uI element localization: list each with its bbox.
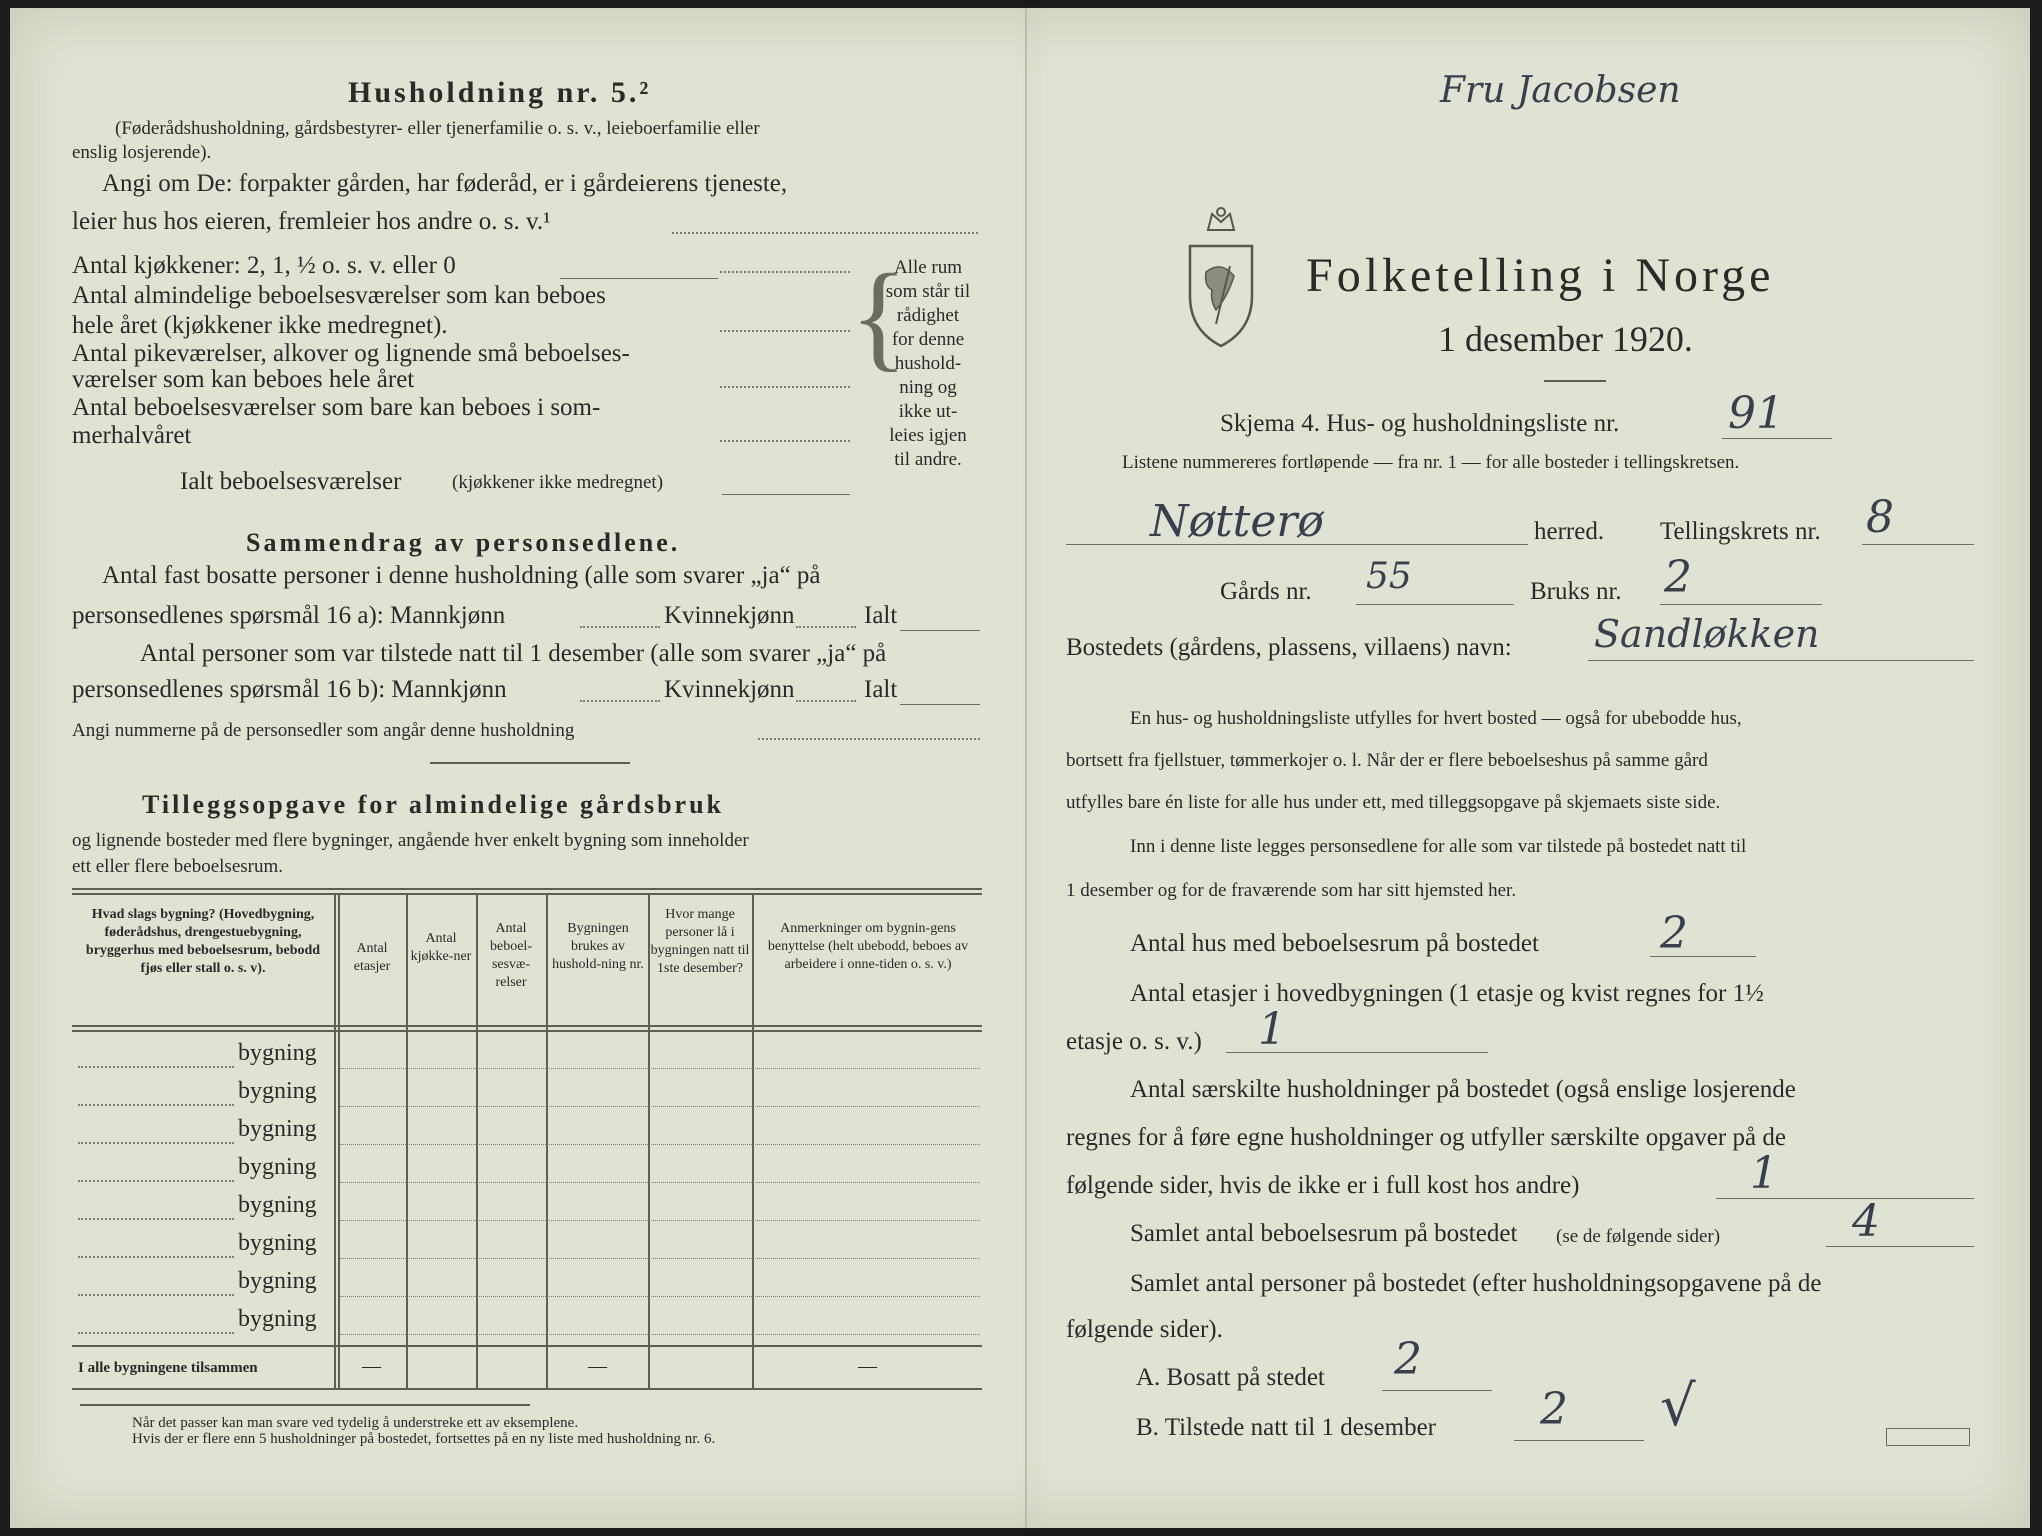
- summary-line-1: Antal fast bosatte personer i denne husholdning (alle som svarer „ja“ på: [102, 562, 821, 589]
- building-type-field[interactable]: [78, 1104, 234, 1106]
- gards-label: Gårds nr.: [1220, 578, 1312, 605]
- list-number-value: 91: [1728, 388, 1784, 439]
- resident-total-field[interactable]: [900, 630, 980, 631]
- table-header-rooms: Antal beboel-sesvæ-relser: [490, 921, 532, 990]
- building-row-label: bygning: [238, 1154, 317, 1180]
- present-male-field[interactable]: [580, 700, 660, 702]
- census-date: 1 desember 1920.: [1438, 319, 1693, 359]
- resident-male-field[interactable]: [580, 626, 660, 628]
- table-body-rule: [72, 1345, 982, 1347]
- maid-rooms-answer[interactable]: [720, 386, 850, 388]
- houses-value: 2: [1660, 908, 1688, 959]
- resident-label: A. Bosatt på stedet: [1136, 1364, 1325, 1391]
- maid-rooms-label-2: værelser som kan beboes hele året: [72, 366, 415, 393]
- instruction-4: Inn i denne liste legges personsedlene for alle som var tilstede på bostedet natt til: [1130, 836, 1747, 857]
- numbers-label: Angi nummerne på de personsedler som angår denne husholdning: [72, 720, 575, 741]
- persons-label-1: Samlet antal personer på bostedet (efter husholdningsopgavene på de: [1130, 1270, 1822, 1297]
- herred-label: herred.: [1534, 518, 1605, 545]
- building-type-field[interactable]: [78, 1066, 234, 1068]
- present-female-label: Kvinnekjønn: [664, 676, 795, 703]
- summer-rooms-answer[interactable]: [720, 440, 850, 442]
- households-label-2: regnes for å føre egne husholdninger og utfyller særskilte opgaver på de: [1066, 1124, 1786, 1151]
- building-row-cells[interactable]: [340, 1068, 980, 1069]
- table-top-rule: [72, 888, 982, 890]
- building-row-cells[interactable]: [340, 1144, 980, 1145]
- building-row-cells[interactable]: [340, 1296, 980, 1297]
- tellingskrets-field[interactable]: [1862, 544, 1974, 545]
- instruction-2: bortsett fra fjellstuer, tømmerkojer o. l. Når der er flere beboelseshus på samme gård: [1066, 750, 1708, 771]
- col-divider-4: [546, 893, 548, 1388]
- census-form-sheet: [10, 8, 2030, 1528]
- present-total-label: Ialt: [864, 676, 898, 703]
- building-type-field[interactable]: [78, 1332, 234, 1334]
- building-row-label: bygning: [238, 1230, 317, 1256]
- bruks-value: 2: [1664, 552, 1692, 603]
- building-row-label: bygning: [238, 1078, 317, 1104]
- ordinary-rooms-answer[interactable]: [720, 330, 850, 332]
- angi-line-1: Angi om De: forpakter gården, har føderåd, er i gårdeierens tjeneste,: [102, 170, 788, 197]
- households-label-3: følgende sider, hvis de ikke er i full kost hos andre): [1066, 1172, 1580, 1199]
- present-total-field[interactable]: [900, 704, 980, 705]
- building-row-label: bygning: [238, 1192, 317, 1218]
- angi-line-2: leier hus hos eieren, fremleier hos andre o. s. v.¹: [72, 208, 551, 235]
- table-header-kitchens: Antal kjøkke-ner: [410, 931, 472, 964]
- herred-value: Nøtterø: [1150, 496, 1324, 547]
- table-header-persons: Hvor mange personer lå i bygningen natt til 1ste desember?: [650, 907, 750, 976]
- total-rooms-place-label: Samlet antal beboelsesrum på bostedet: [1130, 1220, 1518, 1247]
- maid-rooms-label-1: Antal pikeværelser, alkover og lignende små beboelses-: [72, 340, 630, 367]
- ordinary-rooms-label-2: hele året (kjøkkener ikke medregnet).: [72, 312, 448, 339]
- resident-field[interactable]: [1382, 1390, 1492, 1391]
- building-row-label: bygning: [238, 1306, 317, 1332]
- side-note: Alle rum som står til rådighet for denne hushold- ning og ikke ut- leies igjen til andre.: [885, 257, 971, 470]
- intro-line-2: enslig losjerende).: [72, 142, 212, 163]
- page-fold: [1025, 8, 1027, 1528]
- present-female-field[interactable]: [796, 700, 856, 702]
- coat-of-arms-icon: [1186, 206, 1256, 352]
- floors-label-2: etasje o. s. v.): [1066, 1028, 1202, 1055]
- total-rooms-label: Ialt beboelsesværelser: [180, 468, 402, 495]
- building-row-cells[interactable]: [340, 1334, 980, 1335]
- supplement-line-1: og lignende bosteder med flere bygninger, angående hver enkelt bygning som inneholder: [72, 830, 749, 851]
- building-row-cells[interactable]: [340, 1182, 980, 1183]
- summer-rooms-label-1: Antal beboelsesværelser som bare kan beboes i som-: [72, 394, 601, 421]
- footnote-rule: [80, 1404, 530, 1406]
- summary-title: Sammendrag av personsedlene.: [246, 528, 681, 557]
- kitchens-label: Antal kjøkkener: 2, 1, ½ o. s. v. eller 0: [72, 252, 456, 279]
- present-field[interactable]: [1514, 1440, 1644, 1441]
- total-rooms-place-note: (se de følgende sider): [1556, 1226, 1721, 1247]
- supplement-title: Tilleggsopgave for almindelige gårdsbruk: [142, 790, 725, 819]
- total-rooms-place-value: 4: [1852, 1196, 1880, 1247]
- resident-value: 2: [1394, 1334, 1422, 1385]
- present-value: 2: [1540, 1384, 1568, 1435]
- table-header-building: Hvad slags bygning? (Hovedbygning, føderådshus, drengestuebygning, bryggerhus med beboelsesrum, bebodd fjøs eller stall o. s. v).: [85, 907, 321, 976]
- resident-total-label: Ialt: [864, 602, 898, 629]
- kitchens-field[interactable]: [560, 278, 718, 279]
- household-title: Husholdning nr. 5.²: [348, 76, 652, 109]
- col-divider-2: [406, 893, 408, 1388]
- building-type-field[interactable]: [78, 1294, 234, 1296]
- households-value: 1: [1750, 1148, 1778, 1199]
- summary-line-3: Antal personer som var tilstede natt til 1 desember (alle som svarer „ja“ på: [140, 640, 887, 667]
- numbers-field[interactable]: [758, 738, 980, 740]
- gards-value: 55: [1366, 556, 1412, 597]
- handwritten-name: Fru Jacobsen: [1440, 70, 1681, 111]
- houses-label: Antal hus med beboelsesrum på bostedet: [1130, 930, 1539, 957]
- bruks-field[interactable]: [1660, 604, 1822, 605]
- total-remarks-dash: —: [858, 1356, 877, 1377]
- persons-label-2: følgende sider).: [1066, 1316, 1223, 1343]
- building-type-field[interactable]: [78, 1142, 234, 1144]
- building-type-field[interactable]: [78, 1218, 234, 1220]
- resident-female-field[interactable]: [796, 626, 856, 628]
- table-header-rule-2: [72, 1030, 982, 1032]
- printer-stamp: [1886, 1428, 1970, 1446]
- present-label: B. Tilstede natt til 1 desember: [1136, 1414, 1436, 1441]
- table-bottom-rule: [72, 1388, 982, 1390]
- table-top-rule-2: [72, 893, 982, 895]
- building-type-field[interactable]: [78, 1256, 234, 1258]
- building-row-cells[interactable]: [340, 1106, 980, 1107]
- col-divider-6: [752, 893, 754, 1388]
- building-row-cells[interactable]: [340, 1258, 980, 1259]
- floors-value: 1: [1258, 1004, 1286, 1055]
- households-label-1: Antal særskilte husholdninger på bostedet (også enslige losjerende: [1130, 1076, 1796, 1103]
- table-header-household: Bygningen brukes av hushold-ning nr.: [552, 921, 644, 972]
- ordinary-rooms-label-1: Antal almindelige beboelsesværelser som kan beboes: [72, 282, 606, 309]
- title-rule: [1544, 380, 1606, 382]
- footnote-1: Når det passer kan man svare ved tydelig å understreke ett av eksemplene.: [132, 1415, 579, 1431]
- total-floors-dash: —: [362, 1356, 381, 1377]
- resident-female-label: Kvinnekjønn: [664, 602, 795, 629]
- footnote-2: Hvis der er flere enn 5 husholdninger på bostedet, fortsettes på en ny liste med husholdning nr. 6.: [132, 1431, 716, 1447]
- bosted-field[interactable]: [1588, 660, 1974, 661]
- instruction-5: 1 desember og for de fraværende som har sitt hjemsted her.: [1066, 880, 1517, 901]
- summary-line-2: personsedlenes spørsmål 16 a): Mannkjønn: [72, 602, 506, 629]
- table-header-remarks: Anmerkninger om bygnin-gens benyttelse (helt ubebodd, beboes av arbeidere i onne-tiden o. s. v.): [767, 921, 969, 972]
- tellingskrets-value: 8: [1866, 492, 1894, 543]
- table-header-rule: [72, 1025, 982, 1027]
- building-row-label: bygning: [238, 1268, 317, 1294]
- total-household-dash: —: [588, 1356, 607, 1377]
- check-mark: √: [1660, 1374, 1696, 1439]
- building-row-label: bygning: [238, 1040, 317, 1066]
- instruction-3: utfylles bare én liste for alle hus under ett, med tilleggsopgave på skjemaets siste side.: [1066, 792, 1721, 813]
- supplement-line-2: ett eller flere beboelsesrum.: [72, 856, 284, 877]
- building-type-field[interactable]: [78, 1180, 234, 1182]
- angi-answer-line[interactable]: [672, 232, 978, 234]
- bosted-value: Sandløkken: [1594, 612, 1820, 656]
- brace-icon: {: [850, 249, 908, 382]
- numbering-note: Listene nummereres fortløpende — fra nr. 1 — for alle bosteder i tellingskretsen.: [1122, 452, 1740, 473]
- main-title: Folketelling i Norge: [1306, 249, 1775, 302]
- schema-label: Skjema 4. Hus- og husholdningsliste nr.: [1220, 410, 1620, 437]
- total-rooms-field[interactable]: [722, 494, 850, 495]
- total-rooms-place-field[interactable]: [1826, 1246, 1974, 1247]
- gards-field[interactable]: [1356, 604, 1514, 605]
- summary-line-4: personsedlenes spørsmål 16 b): Mannkjønn: [72, 676, 507, 703]
- building-row-label: bygning: [238, 1116, 317, 1142]
- bruks-label: Bruks nr.: [1530, 578, 1622, 605]
- intro-line-1: (Føderådshusholdning, gårdsbestyrer- eller tjenerfamilie o. s. v., leieboerfamilie eller: [115, 118, 760, 139]
- col-divider-1: [334, 893, 336, 1388]
- floors-label-1: Antal etasjer i hovedbygningen (1 etasje og kvist regnes for 1½: [1130, 980, 1764, 1007]
- building-row-cells[interactable]: [340, 1220, 980, 1221]
- total-rooms-note: (kjøkkener ikke medregnet): [452, 472, 664, 493]
- tellingskrets-label: Tellingskrets nr.: [1660, 518, 1821, 545]
- table-header-floors: Antal etasjer: [353, 941, 391, 974]
- instruction-1: En hus- og husholdningsliste utfylles for hvert bosted — også for ubebodde hus,: [1130, 708, 1742, 729]
- total-buildings-label: I alle bygningene tilsammen: [78, 1360, 258, 1376]
- summer-rooms-label-2: merhalvåret: [72, 422, 192, 449]
- kitchens-answer[interactable]: [720, 271, 850, 273]
- section-divider: [430, 762, 630, 764]
- bosted-label: Bostedets (gårdens, plassens, villaens) navn:: [1066, 634, 1512, 661]
